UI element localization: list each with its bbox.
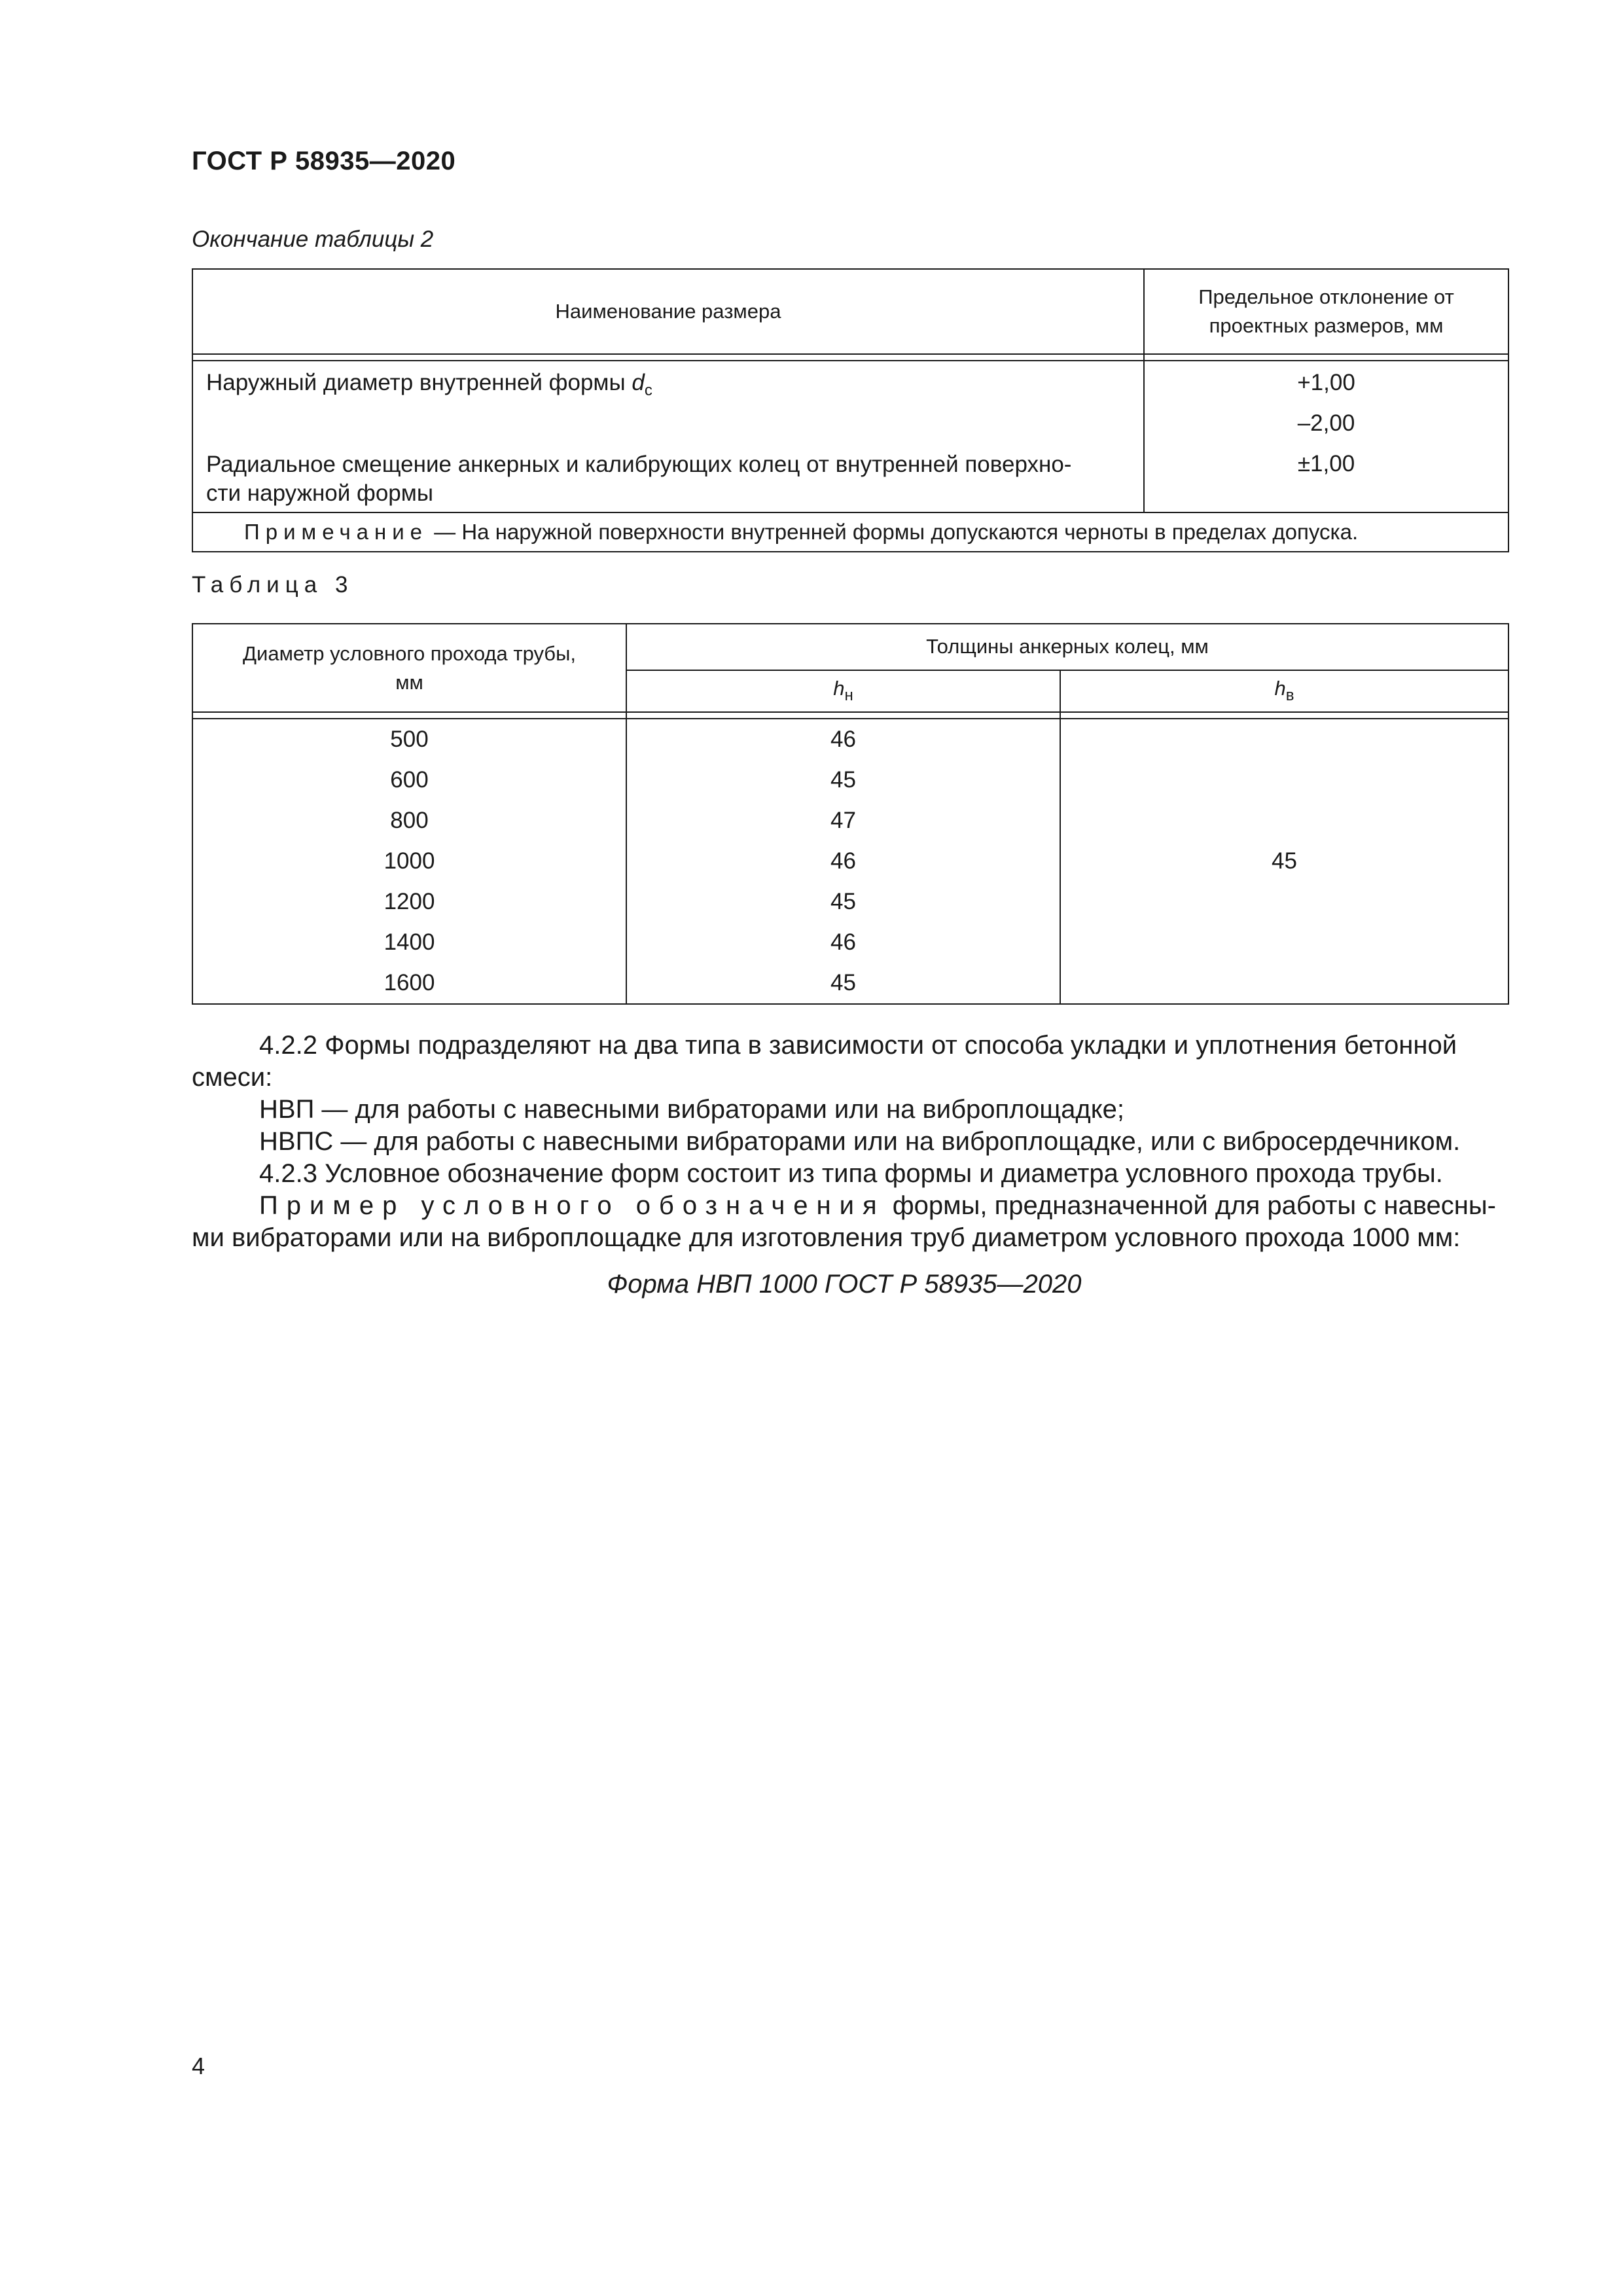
type-nvps-paragraph: НВПС — для работы с навесными вибраторами или на виброплощадке, или с вибросердечником. [259,1127,1461,1156]
hn-cell: 45 [626,882,1060,922]
diameter-cell: 1200 [192,882,626,922]
table2-header-row [192,269,1508,354]
table-2 [192,268,1509,552]
table2-col-deviation-header [1144,269,1508,354]
table2-note-row [192,512,1508,552]
deviation-header-line1: Предельное отклонение от [1198,285,1454,308]
hn-cell: 46 [626,719,1060,760]
diameter-cell: 1000 [192,841,626,882]
example-spaced-label: Пример условного обозначения [259,1191,885,1220]
hv-header: $h_в$ [1060,670,1508,712]
table3-diameter-header: Диаметр условного прохода трубы, мм [192,624,626,712]
hn-cell: 47 [626,800,1060,841]
table3-caption: Таблица 3 [192,572,354,598]
inner-form-diameter-label: Наружный диаметр внутренней формы $d_c$ [206,370,652,399]
paragraph-4-2-2: 4.2.2 Формы подразделяют на два типа в зависимости от способа укладки и уплотнения бетонной смеси: [192,1031,1457,1092]
table-row [192,719,1508,760]
table2-data-row [192,361,1508,512]
deviation-header-line2: проектных размеров, мм [1209,314,1444,337]
table2-caption: Окончание таблицы 2 [192,226,434,252]
radial-offset-deviation: ±1,00 [1297,451,1355,476]
type-nvp-paragraph: НВП — для работы с навесными вибраторами или на виброплощадке; [259,1095,1125,1124]
designation-example: Форма НВП 1000 ГОСТ Р 58935—2020 [607,1270,1082,1299]
dc-subscript: c [644,382,652,399]
table3-thickness-header: Толщины анкерных колец, мм [626,624,1508,670]
table-3 [192,623,1509,1005]
hn-header: $h_н$ [626,670,1060,712]
hv-value-cell: 45 [1060,719,1508,1004]
note-label: Примечание [244,520,429,544]
page-number: 4 [192,2053,205,2079]
inner-diameter-upper-deviation: +1,00 [1297,370,1355,395]
table2-col-name-header: Наименование размера [192,269,1144,354]
hn-cell: 45 [626,760,1060,800]
diameter-cell: 1600 [192,963,626,1004]
table2-row-values [1144,361,1508,512]
note-text: — На наружной поверхности внутренней формы допускаются черноты в пределах допуска. [428,520,1359,544]
diameter-cell: 600 [192,760,626,800]
diameter-cell: 1400 [192,922,626,963]
paragraph-4-2-3: 4.2.3 Условное обозначение форм состоит из типа формы и диаметра условного прохода трубы. [259,1159,1443,1188]
diameter-cell: 800 [192,800,626,841]
table3-header-row [192,624,1508,670]
hn-cell: 45 [626,963,1060,1004]
designation-example-paragraph: Пример условного обозначения формы, предназначенной для работы с навесны- ми вибраторами или на виброплощадке для изготовления труб диаметром условного прохода 1000 мм: [192,1191,1496,1252]
diameter-cell: 500 [192,719,626,760]
hn-cell: 46 [626,841,1060,882]
table2-row-labels [192,361,1144,512]
document-code-header: ГОСТ Р 58935—2020 [192,147,456,175]
hn-cell: 46 [626,922,1060,963]
dc-variable: d [632,370,645,395]
inner-diameter-lower-deviation: –2,00 [1297,410,1355,436]
table2-note [192,512,1508,552]
radial-offset-label: Радиальное смещение анкерных и калибрующих колец от внутренней поверхно- сти наружной формы [206,452,1072,506]
